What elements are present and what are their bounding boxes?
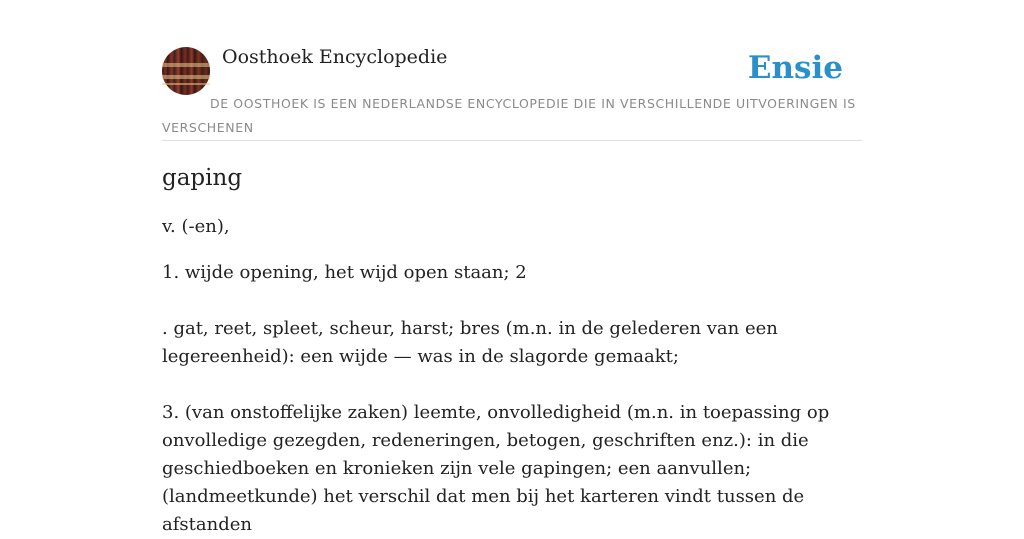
definition-sense-2: . gat, reet, spleet, scheur, harst; bres (m.n. in de gelederen van een legereenheid): een wijde — was in de slagorde gemaakt;: [162, 318, 778, 367]
definition-sense-3: 3. (van onstoffelijke zaken) leemte, onvolledigheid (m.n. in toepassing op onvolledige gezegden, redeneringen, betogen, geschriften enz.): in die geschiedboeken en kronieken zijn vele gapingen; een aanvullen; (landmeetkunde) het verschil dat men bij het karteren vindt tussen de afstanden: [162, 402, 830, 535]
site-tagline: DE OOSTHOEK IS EEN NEDERLANDSE ENCYCLOPEDIE DIE IN VERSCHILLENDE UITVOERINGEN IS VERSCHENEN: [162, 96, 856, 135]
encyclopedia-avatar[interactable]: [162, 47, 210, 95]
definition-sense-1: 1. wijde opening, het wijd open staan; 2: [162, 262, 527, 283]
article: [162, 160, 862, 539]
book-spine-band: [162, 83, 210, 85]
book-spine-band: [162, 63, 210, 67]
grammar-info: v. (-en),: [162, 216, 230, 237]
site-header: [162, 44, 862, 141]
page-title: gaping: [162, 165, 243, 191]
book-spine-band: [162, 75, 210, 79]
ensie-logo[interactable]: Ensie: [747, 50, 843, 86]
site-title[interactable]: Oosthoek Encyclopedie: [222, 46, 448, 68]
